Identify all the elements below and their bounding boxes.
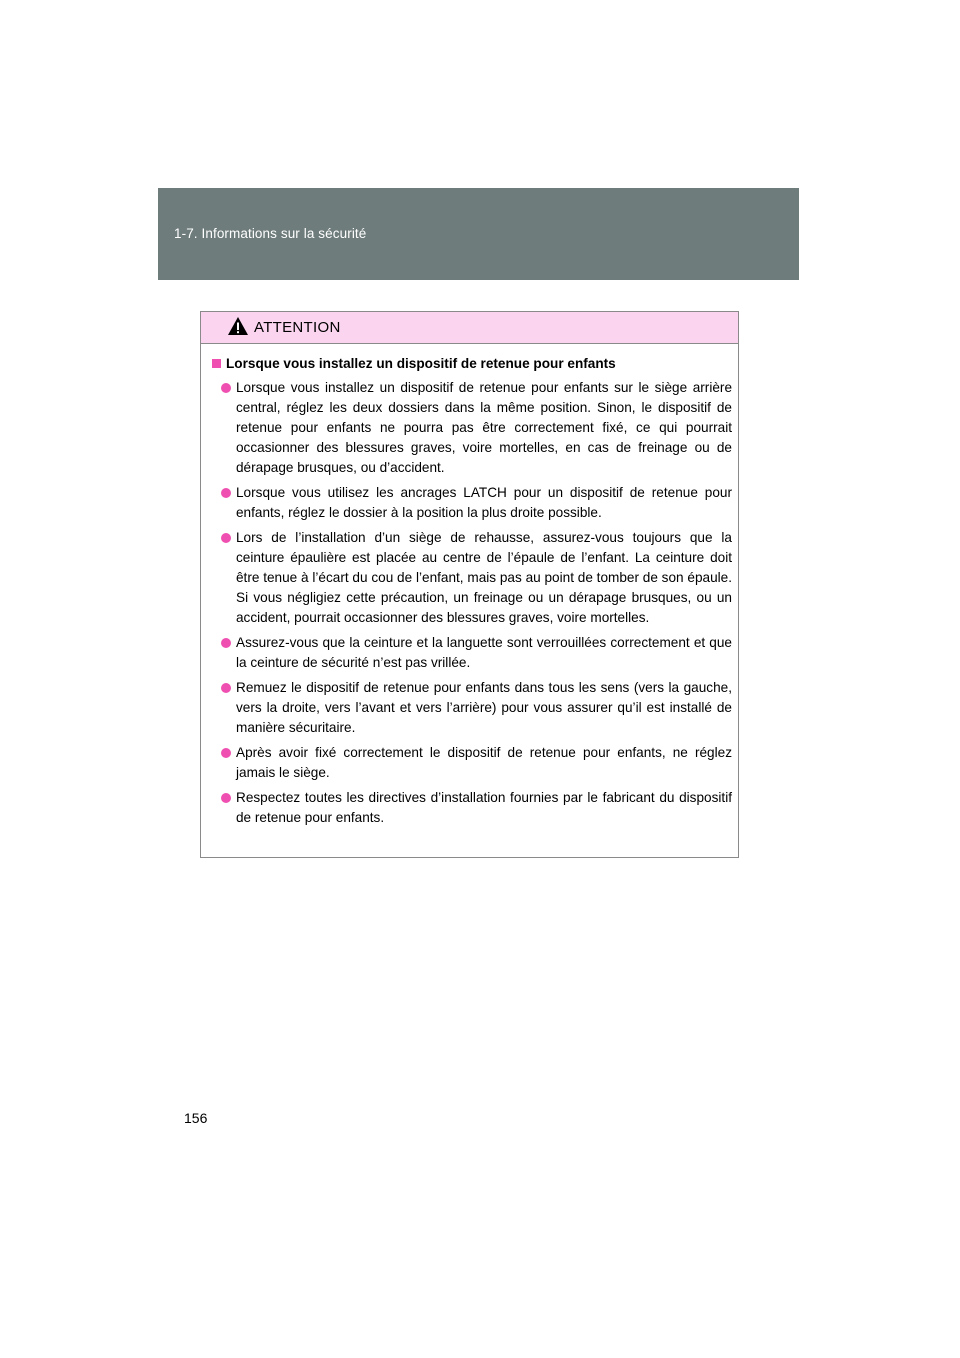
list-item-text: Lors de l’installation d’un siège de rehausse, assurez-vous toujours que la ceinture épaulière est placée au centre de l’épaule de l’enfant. La ceinture doit être tenue à l’écart du cou de l’enfant, mais pas au point de tomber de son épaule. Si vous négligiez cette précaution, un freinage ou un dérapage brusques, ou un accident, pourrait occasionner des blessures graves, voire mortelles. <box>236 530 732 625</box>
warning-header <box>201 312 738 344</box>
list-item <box>221 678 732 738</box>
section-header-band <box>158 188 799 280</box>
list-item-text: Assurez-vous que la ceinture et la languette sont verrouillées correctement et que la ceinture de sécurité n’est pas vrillée. <box>236 635 732 670</box>
warning-subheading <box>211 354 732 374</box>
bullet-dot-icon <box>221 638 231 648</box>
bullet-dot-icon <box>221 533 231 543</box>
list-item <box>221 483 732 523</box>
square-bullet-icon <box>212 359 221 368</box>
bullet-dot-icon <box>221 488 231 498</box>
warning-title: ATTENTION <box>254 319 341 336</box>
bullet-dot-icon <box>221 748 231 758</box>
list-item <box>221 528 732 628</box>
list-item-text: Lorsque vous installez un dispositif de retenue pour enfants sur le siège arrière central, réglez les deux dossiers dans la même position. Sinon, le dispositif de retenue pour enfants ne pourra pas être correctement fixé, ce qui pourrait occasionner des blessures graves, voire mortelles, en cas de freinage ou de dérapage brusques, ou d’accident. <box>236 380 732 475</box>
bullet-dot-icon <box>221 793 231 803</box>
bullet-dot-icon <box>221 383 231 393</box>
warning-triangle-icon <box>227 316 249 336</box>
warning-box <box>200 311 739 858</box>
list-item <box>221 633 732 673</box>
list-item <box>221 788 732 828</box>
bullet-dot-icon <box>221 683 231 693</box>
page-number: 156 <box>184 1110 208 1126</box>
list-item-text: Respectez toutes les directives d’installation fournies par le fabricant du dispositif de retenue pour enfants. <box>236 790 732 825</box>
warning-subheading-text: Lorsque vous installez un dispositif de retenue pour enfants <box>226 356 616 371</box>
list-item-text: Lorsque vous utilisez les ancrages LATCH pour un dispositif de retenue pour enfants, réglez le dossier à la position la plus droite possible. <box>236 485 732 520</box>
warning-body <box>201 344 738 828</box>
list-item-text: Après avoir fixé correctement le dispositif de retenue pour enfants, ne réglez jamais le siège. <box>236 745 732 780</box>
list-item-text: Remuez le dispositif de retenue pour enfants dans tous les sens (vers la gauche, vers la droite, vers l’avant et vers l’arrière) pour vous assurer qu’il est installé de manière sécuritaire. <box>236 680 732 735</box>
list-item <box>221 743 732 783</box>
section-title: 1-7. Informations sur la sécurité <box>174 226 367 241</box>
list-item <box>221 378 732 478</box>
